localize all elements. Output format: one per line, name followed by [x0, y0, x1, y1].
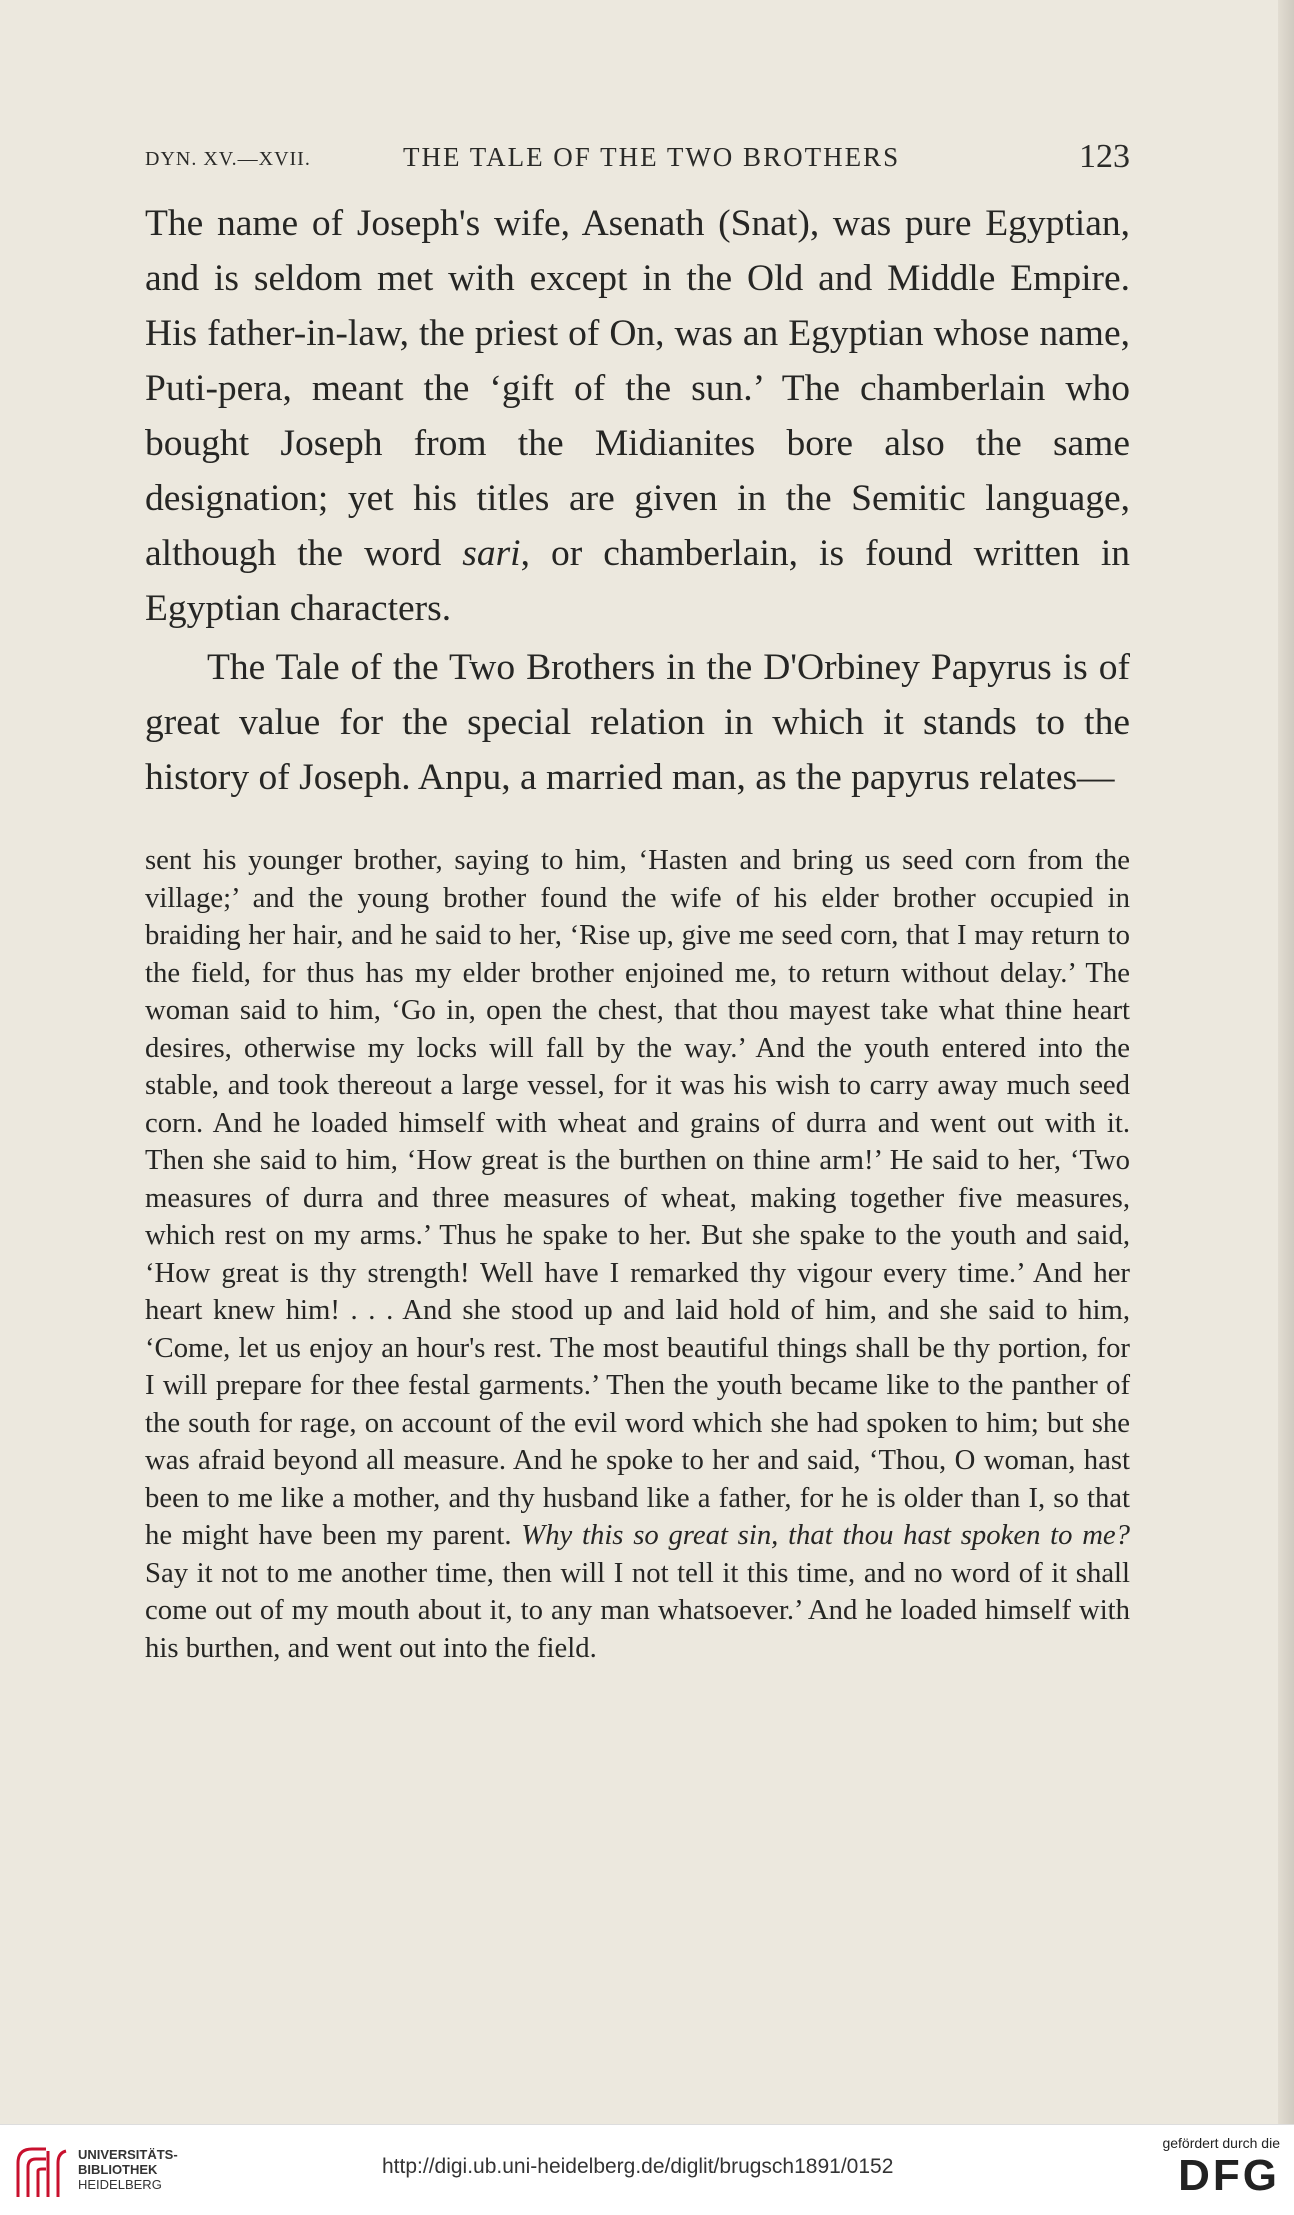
italic-term-sari: sari — [462, 533, 521, 574]
funded-by-label: gefördert durch die — [1162, 2135, 1280, 2151]
paragraph-asenath-text: The name of Joseph's wife, Asenath (Snat), was pure Egyptian, and is seldom met with except in the Old and Middle Empire. His father-in-law, the priest of On, was an Egyptian whose name, Puti-pera, meant the ‘gift of the sun.’ The chamberlain who bought Joseph from the Midianites bore also the same designation; yet his titles are given in the Semitic language, although the — [145, 203, 1130, 574]
permalink-url[interactable]: http://digi.ub.uni-heidelberg.de/diglit/brugsch1891/0152 — [382, 2155, 894, 2178]
quote-text-part2: Say it not to me another time, then will I not tell it this time, and no word of it shall come out of my mouth about it, to any man whatsoever.’ And he loaded himself with his burthen, and went out into the field. — [145, 1556, 1130, 1664]
dfg-logo: DFG — [1178, 2151, 1280, 2200]
quote-text-part1: sent his younger brother, saying to him, ‘Hasten and bring us seed corn from the village;’ and the young brother found the wife of his elder brother occupied in braiding her hair, and he said to her, ‘Rise up, give me seed corn, that I may return to the field, for thus has my elder brother enjoined me, to return without delay.’ The woman said to him, ‘Go in, open the chest, that thou mayest take what thine heart desires, otherwise my locks will fall by the way.’ And the youth entered into the stable, and took thereout a large vessel, for it was his wish to carry away much seed corn. And he loaded himself with wheat and grains of durra and went out with it. Then she said to him, ‘How great is the burthen on thine arm!’ He said to her, ‘Two measures of durra and three measures of wheat, making together five measures, which rest on my arms.’ Thus he spake to her. But she spake to the youth and said, ‘How great is thy strength! Well have I remarked thy vigour every time.’ And her heart knew him! . . . And she stood up and laid hold of him, and she said to him, ‘Come, let us enjoy an hour's rest. The most beautiful things shall be thy portion, for I will prepare for thee festal garments.’ Then the youth became like to the panther of the south for rage, on account of the evil word which she had spoken to him; but she was afraid beyond all measure. And he spoke to her and said, ‘Thou, O woman, hast been to me like a mother, and thy husband like a father, for he is older than I, so that he might have been my parent. — [145, 844, 1130, 1551]
university-library-logo-icon — [12, 2143, 72, 2201]
funding-notice — [1162, 2135, 1280, 2199]
institution-line-2: BIBLIOTHEK — [78, 2162, 158, 2177]
header-title: THE TALE OF THE TWO BROTHERS — [403, 142, 901, 172]
quote-italic-phrase: Why this so great sin, that thou hast spoken to me? — [521, 1519, 1130, 1551]
page-gutter-shadow — [1278, 0, 1294, 2124]
university-library-name — [78, 2147, 178, 2192]
running-header — [145, 138, 1130, 188]
paragraph-asenath — [145, 196, 1130, 636]
digitization-footer — [0, 2124, 1294, 2215]
quoted-tale-excerpt — [145, 842, 1130, 1667]
paragraph-asenath-pre: word — [364, 533, 463, 574]
institution-line-3: HEIDELBERG — [78, 2177, 162, 2192]
page-number: 123 — [1079, 138, 1130, 175]
header-dynasty: DYN. XV.—XVII. — [145, 148, 311, 170]
institution-line-1: UNIVERSITÄTS- — [78, 2147, 178, 2162]
paragraph-two-brothers: The Tale of the Two Brothers in the D'Orbiney Papyrus is of great value for the special relation in which it stands to the history of Joseph. Anpu, a married man, as the papyrus relates— — [145, 647, 1130, 798]
paragraph-asenath-post: , or chamberlain, is found written in Egyptian characters. — [145, 533, 1131, 629]
